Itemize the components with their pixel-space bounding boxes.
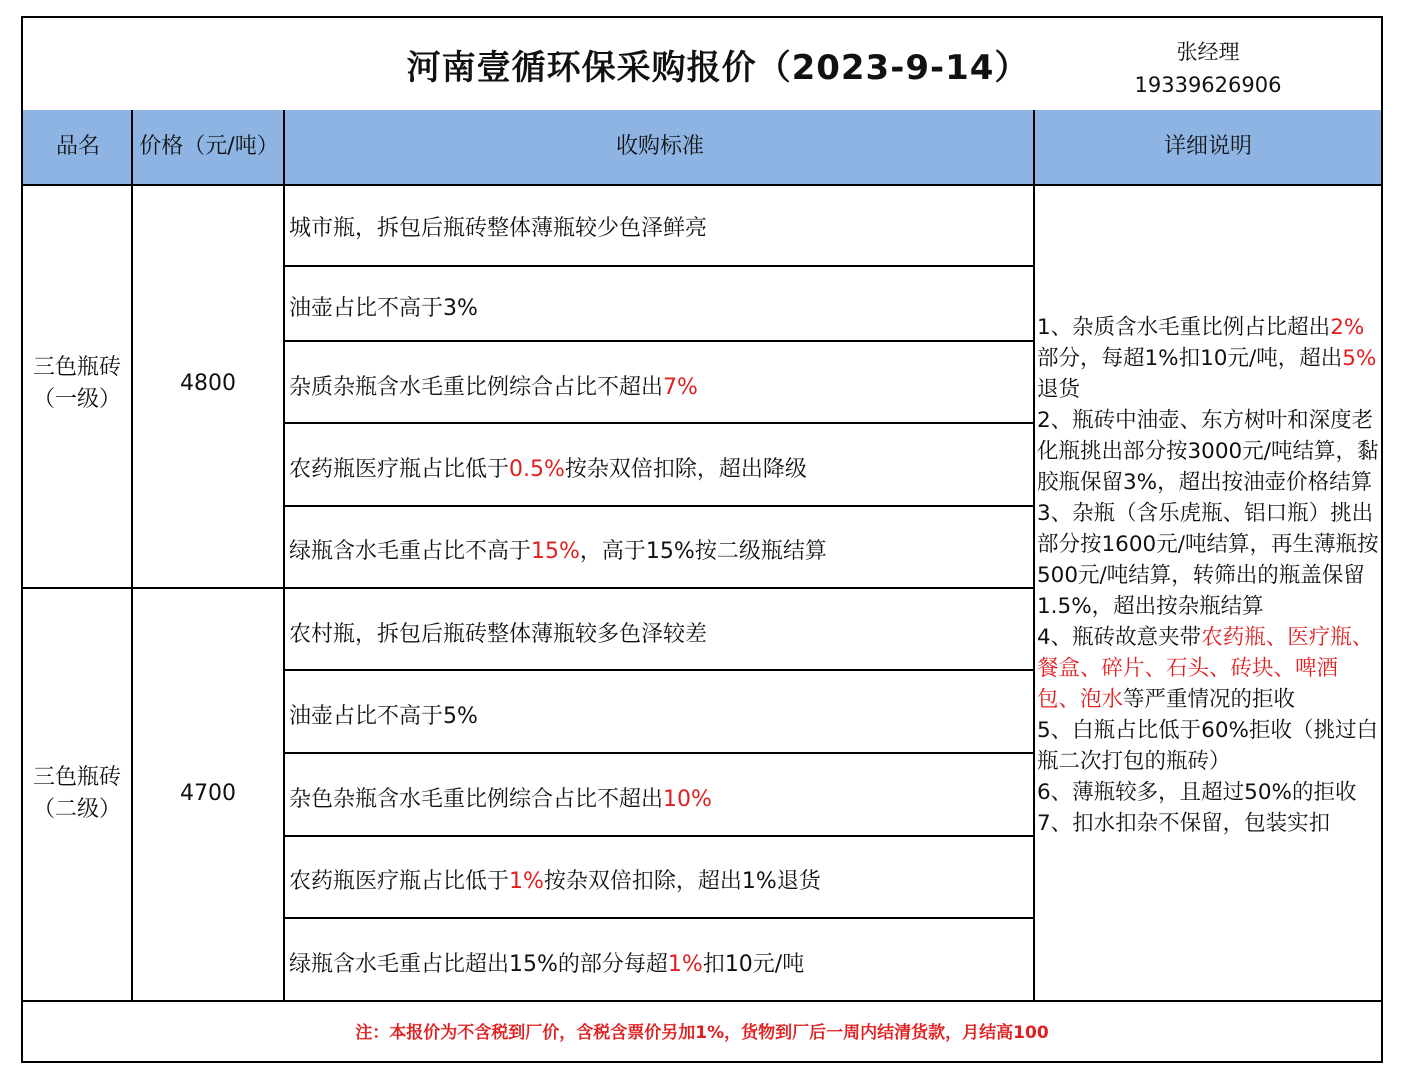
grade1-standard-1: 城市瓶，拆包后瓶砖整体薄瓶较少色泽鲜亮 [289, 216, 708, 241]
detail-notes [1037, 312, 1379, 839]
grade1-price: 4800 [180, 371, 236, 396]
grade2-standard-1: 农村瓶，拆包后瓶砖整体薄瓶较多色泽较差 [289, 622, 708, 647]
title-row [23, 18, 1381, 112]
detail-item-1: 1、杂质含水毛重比例占比超出2%部分，每超1%扣10元/吨，超出5%退货 [1037, 315, 1377, 402]
detail-item-7: 7、扣水扣杂不保留，包装实扣 [1037, 811, 1331, 836]
grid-line [1033, 110, 1035, 1002]
grade2-standard-2: 油壶占比不高于5% [289, 704, 478, 729]
grade1-standard-5: 绿瓶含水毛重占比不高于15%，高于15%按二级瓶结算 [289, 539, 827, 564]
grade2-name: 三色瓶砖 （二级） [32, 765, 121, 822]
header-standard: 收购标准 [615, 134, 704, 159]
grid-line [131, 110, 133, 1002]
grid-line [283, 340, 1035, 342]
grid-line [283, 422, 1035, 424]
grid-line [283, 110, 285, 1002]
header-detail: 详细说明 [1163, 134, 1252, 159]
header-name: 品名 [55, 134, 100, 159]
grade2-standard-3: 杂色杂瓶含水毛重比例综合占比不超出10% [289, 787, 712, 812]
page-title: 河南壹循环保采购报价（2023-9-14） [406, 48, 1030, 88]
detail-item-4: 4、瓶砖故意夹带农药瓶、医疗瓶、餐盒、碎片、石头、砖块、啤酒包、泡水等严重情况的拒收 [1037, 625, 1374, 712]
detail-item-6: 6、薄瓶较多，且超过50%的拒收 [1037, 780, 1357, 805]
grade1-standard-2: 油壶占比不高于3% [289, 296, 478, 321]
detail-item-2: 2、瓶砖中油壶、东方树叶和深度老化瓶挑出部分按3000元/吨结算，黏胶瓶保留3%，超出按油壶价格结算 [1037, 408, 1379, 495]
grade1-standard-4: 农药瓶医疗瓶占比低于0.5%按杂双倍扣除，超出降级 [289, 457, 807, 482]
grade1-name: 三色瓶砖 （一级） [32, 355, 121, 412]
detail-item-5: 5、白瓶占比低于60%拒收（挑过白瓶二次打包的瓶砖） [1037, 718, 1378, 774]
contact-phone: 19339626906 [1134, 73, 1282, 97]
grade2-standard-5: 绿瓶含水毛重占比超出15%的部分每超1%扣10元/吨 [289, 952, 805, 977]
table-header [23, 110, 1381, 186]
contact-name: 张经理 [1176, 40, 1240, 64]
grid-line [23, 1000, 1381, 1002]
grid-line [283, 669, 1035, 671]
footer-note: 注：本报价为不含税到厂价，含税含票价另加1%，货物到厂后一周内结清货款，月结高100 [355, 1023, 1049, 1043]
grid-line [283, 752, 1035, 754]
grid-line [283, 917, 1035, 919]
grade2-price: 4700 [180, 781, 236, 806]
contact-info [1128, 36, 1288, 102]
header-price: 价格（元/吨） [139, 134, 279, 159]
grid-line [283, 505, 1035, 507]
grade2-standard-4: 农药瓶医疗瓶占比低于1%按杂双倍扣除，超出1%退货 [289, 869, 821, 894]
grid-line [23, 587, 1035, 589]
grade1-standard-3: 杂质杂瓶含水毛重比例综合占比不超出7% [289, 375, 698, 400]
price-sheet [21, 16, 1383, 1063]
grid-line [283, 265, 1035, 267]
detail-item-3: 3、杂瓶（含乐虎瓶、铝口瓶）挑出部分按1600元/吨结算，再生薄瓶按500元/吨结算，转筛出的瓶盖保留1.5%，超出按杂瓶结算 [1037, 501, 1379, 619]
grid-line [283, 835, 1035, 837]
